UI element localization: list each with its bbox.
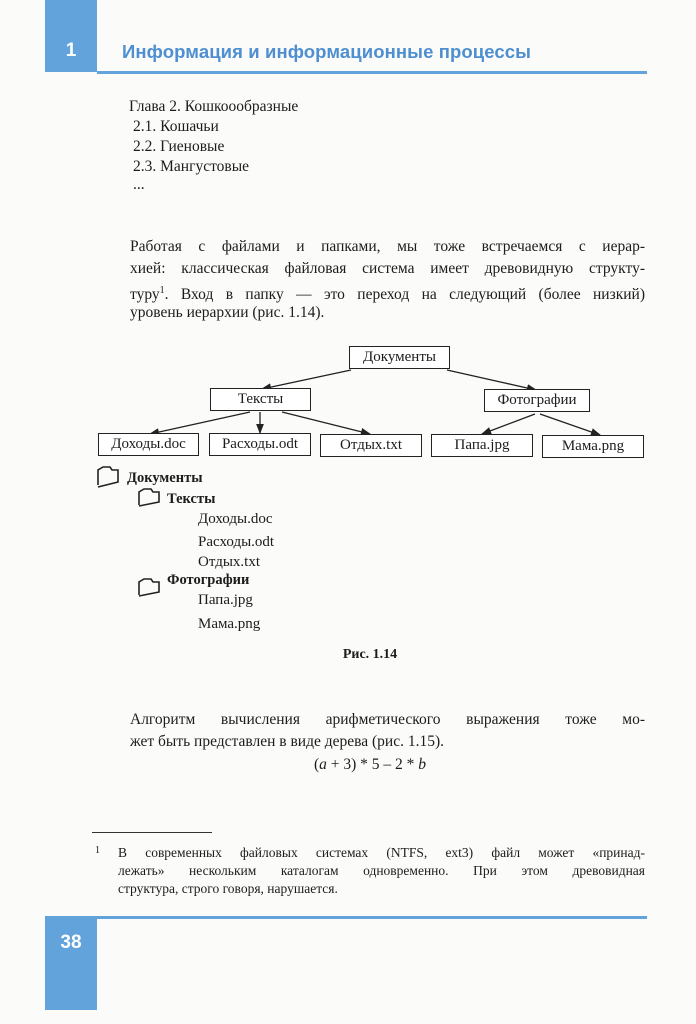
list-item: 2.2. Гиеновые xyxy=(133,138,225,155)
paragraph-line: жет быть представлен в виде дерева (рис. 1.15). xyxy=(130,733,444,750)
paragraph-line: Алгоритм вычисления арифметического выражения тоже мо- xyxy=(130,711,645,728)
figure-caption: Рис. 1.14 xyxy=(342,647,398,662)
footnote-line: В современных файловых системах (NTFS, ext3) файл может «принад- xyxy=(118,845,645,860)
diagram-node-texts: Тексты xyxy=(210,388,311,411)
diagram-node-photos: Фотографии xyxy=(484,389,590,412)
paragraph-line: хией: классическая файловая система имеет древовидную структу- xyxy=(130,260,645,277)
list-item: 2.3. Мангустовые xyxy=(133,158,250,175)
footnote-ref: 1 xyxy=(159,285,165,296)
footnote-mark: 1 xyxy=(95,845,100,856)
folder-label-photos: Фотографии xyxy=(167,572,250,588)
footnote-line: структура, строго говоря, нарушается. xyxy=(118,881,338,896)
folder-icon xyxy=(139,579,159,596)
page-number-tab xyxy=(45,916,97,1010)
paragraph-line: уровень иерархии (рис. 1.14). xyxy=(130,304,325,321)
diagram-leaf: Расходы.odt xyxy=(209,433,311,456)
chapter-title: Информация и информационные процессы xyxy=(122,41,532,62)
diagram-leaf: Папа.jpg xyxy=(431,434,533,457)
file-item: Папа.jpg xyxy=(198,592,253,608)
list-heading: Глава 2. Кошкоообразные xyxy=(129,98,299,115)
folder-icon xyxy=(139,489,159,506)
file-item: Мама.png xyxy=(198,616,261,632)
footnote-line: лежать» нескольким каталогам одновременно. При этом древовидная xyxy=(118,863,645,878)
diagram-node-root: Документы xyxy=(349,346,450,369)
paragraph-line: Работая с файлами и папками, мы тоже встречаемся с иерар- xyxy=(130,238,645,255)
footnote-rule xyxy=(92,832,212,833)
file-item: Расходы.odt xyxy=(198,534,275,550)
folder-icon xyxy=(98,467,118,487)
diagram-leaf: Мама.png xyxy=(542,435,644,458)
file-item: Отдых.txt xyxy=(198,554,260,570)
diagram-leaf: Доходы.doc xyxy=(98,433,199,456)
folder-label-texts: Тексты xyxy=(167,491,216,507)
paragraph-line: туру$^1$. Вход в папку — это переход на следующий (более низкий) xyxy=(130,285,645,304)
chapter-number: 1 xyxy=(65,40,77,61)
file-item: Доходы.doc xyxy=(198,511,273,527)
page-number: 38 xyxy=(60,932,82,953)
diagram-leaf: Отдых.txt xyxy=(320,434,422,457)
folder-label-root: Документы xyxy=(127,470,203,486)
footer-rule xyxy=(97,916,647,919)
list-item: 2.1. Кошачьи xyxy=(133,118,219,135)
formula: (a + 3) * 5 – 2 * b xyxy=(313,756,427,773)
list-item: ... xyxy=(133,176,145,193)
